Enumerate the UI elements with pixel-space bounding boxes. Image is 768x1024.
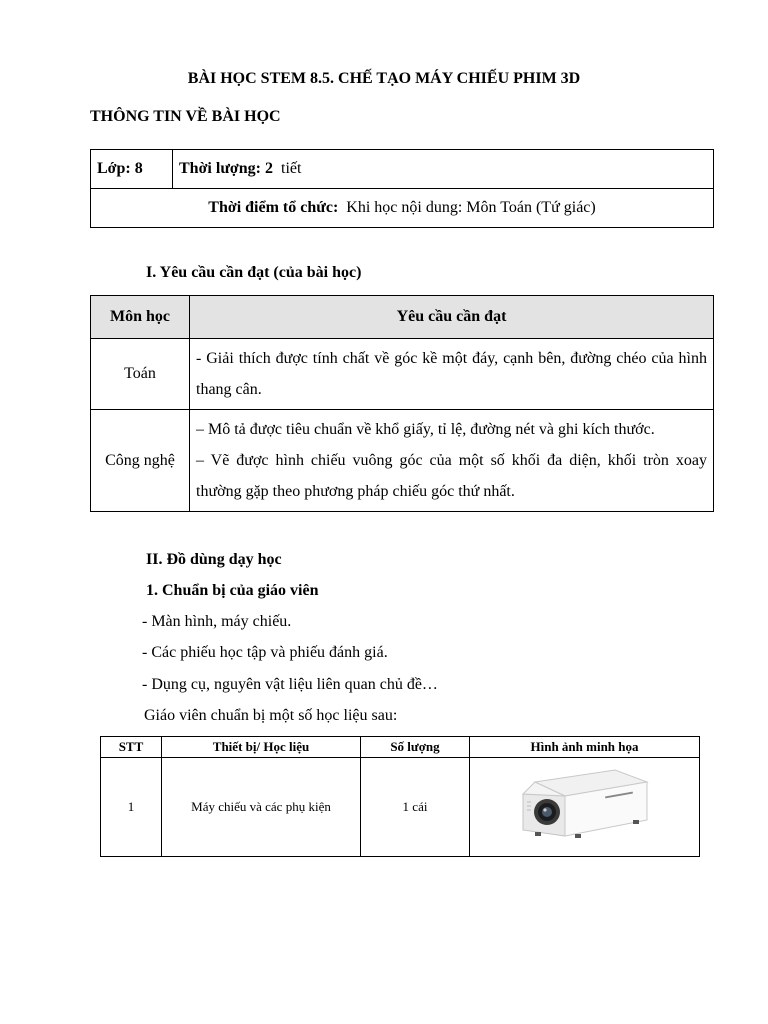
requirement-line: – Mô tả được tiêu chuẩn về khổ giấy, tỉ lệ, đường nét và ghi kích thước. <box>196 421 655 438</box>
col-qty-header: Số lượng <box>361 737 470 758</box>
item-name-cell: Máy chiếu và các phụ kiện <box>162 758 361 857</box>
qty-cell: 1 cái <box>361 758 470 857</box>
time-value: Khi học nội dung: Môn Toán (Tứ giác) <box>346 199 596 216</box>
subject-cell: Toán <box>91 339 190 410</box>
section-1-heading: I. Yêu cầu cần đạt (của bài học) <box>146 264 362 281</box>
requirement-cell <box>190 339 714 410</box>
requirement-line: - Giải thích được tính chất về góc kề một đáy, cạnh bên, đường chéo của hình thang cân. <box>196 350 707 398</box>
projector-image <box>515 760 655 850</box>
table-row <box>91 410 714 512</box>
list-item: - Dụng cụ, nguyên vật liệu liên quan chủ đề… <box>142 676 438 693</box>
lesson-info-table <box>90 149 714 228</box>
document-title: BÀI HỌC STEM 8.5. CHẾ TẠO MÁY CHIẾU PHIM 3D <box>187 70 581 87</box>
materials-intro: Giáo viên chuẩn bị một số học liệu sau: <box>144 707 398 724</box>
col-requirement-header: Yêu cầu cần đạt <box>190 296 714 339</box>
time-cell <box>91 189 714 228</box>
table-row <box>91 339 714 410</box>
section-2-heading: II. Đồ dùng dạy học <box>146 551 282 568</box>
col-stt-header: STT <box>101 737 162 758</box>
duration-label: Thời lượng: 2 <box>179 160 274 177</box>
list-item: - Màn hình, máy chiếu. <box>142 613 292 630</box>
lesson-info-heading: THÔNG TIN VỀ BÀI HỌC <box>90 108 281 125</box>
grade-cell <box>91 150 173 189</box>
grade-label: Lớp: 8 <box>97 160 143 177</box>
duration-cell <box>173 150 714 189</box>
col-item-header: Thiết bị/ Học liệu <box>162 737 361 758</box>
list-item: - Các phiếu học tập và phiếu đánh giá. <box>142 644 388 661</box>
duration-unit: tiết <box>281 160 302 177</box>
section-2-subheading: 1. Chuẩn bị của giáo viên <box>146 582 319 599</box>
table-row <box>101 758 700 857</box>
time-label: Thời điểm tổ chức: <box>208 199 339 216</box>
col-subject-header: Môn học <box>91 296 190 339</box>
subject-cell: Công nghệ <box>91 410 190 512</box>
requirements-table <box>90 295 714 512</box>
stt-cell: 1 <box>101 758 162 857</box>
col-image-header: Hình ảnh minh họa <box>470 737 700 758</box>
requirement-cell <box>190 410 714 512</box>
image-cell <box>470 758 700 857</box>
requirement-line: – Vẽ được hình chiếu vuông góc của một số khối đa diện, khối tròn xoay thường gặp theo phương pháp chiếu góc thứ nhất. <box>196 452 707 500</box>
materials-table <box>100 736 700 857</box>
